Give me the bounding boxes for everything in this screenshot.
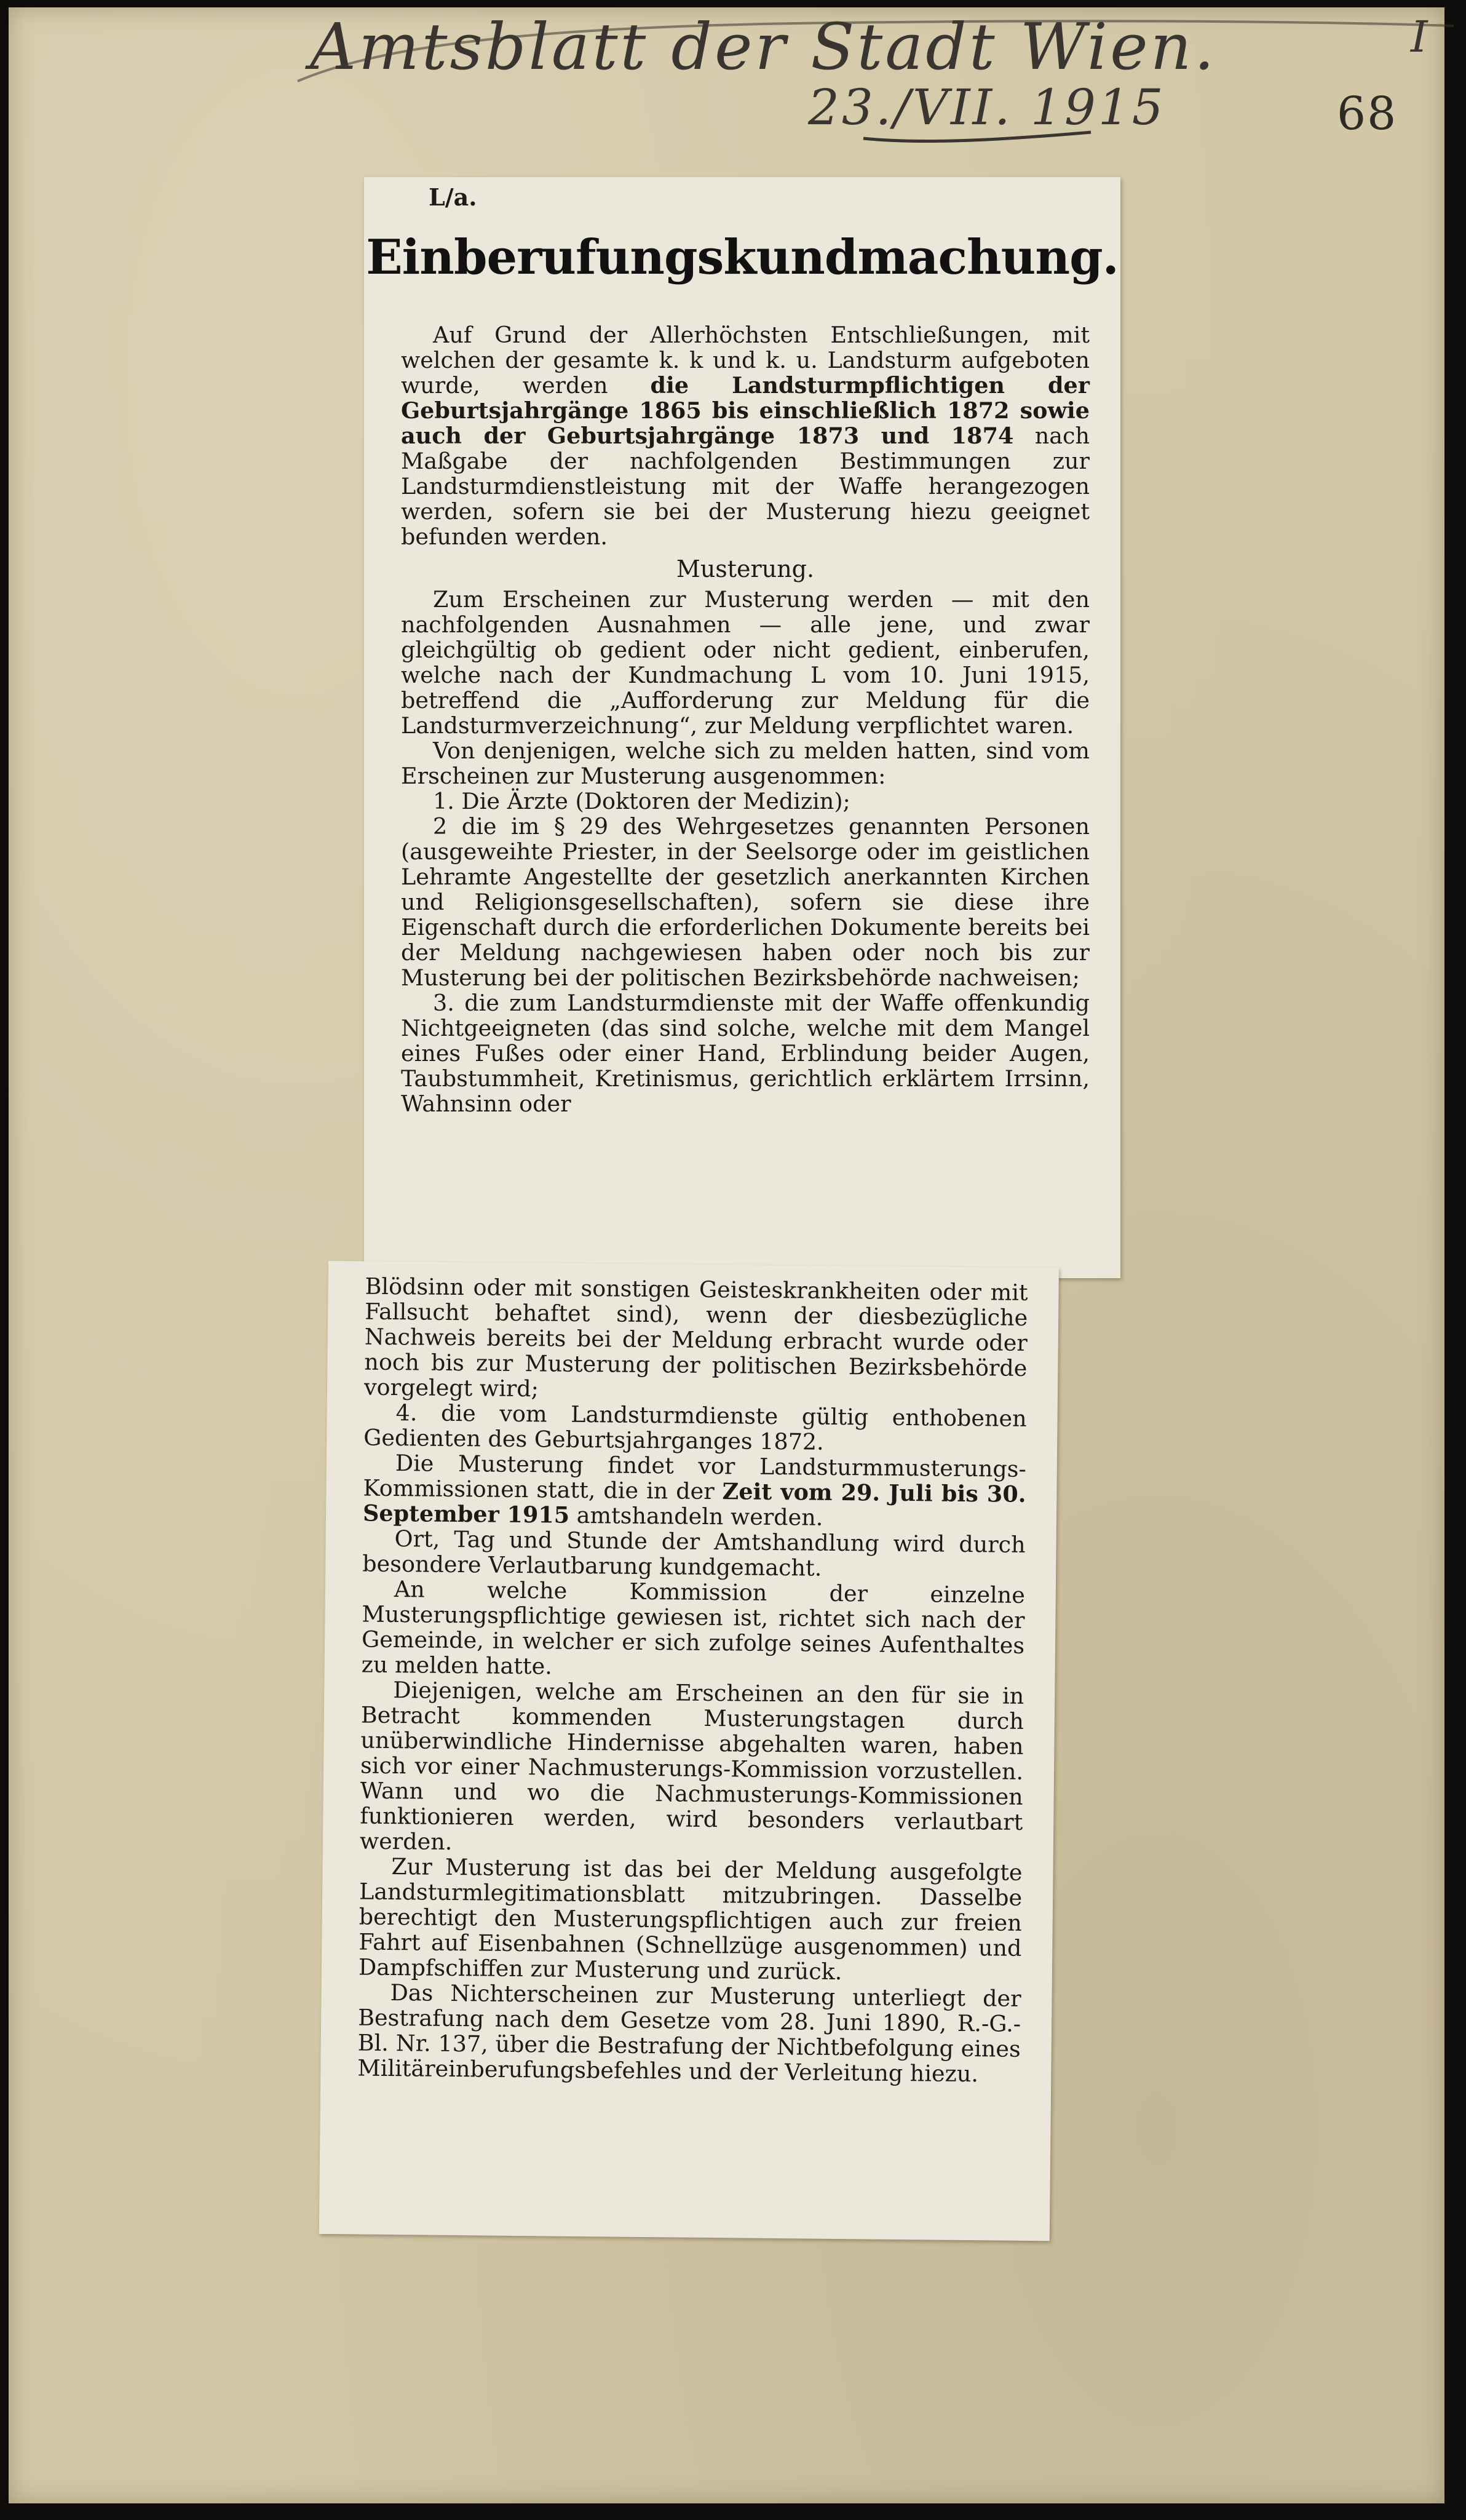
section-heading-musterung: Musterung.: [676, 555, 815, 582]
handwritten-roman-numeral: I: [1411, 12, 1430, 62]
intro-text-c: nach Maßgabe der nachfolgenden Bestimmungen zur Landsturmdienstleistung mit der Waffe herangezogen werden, sofern sie bei der Musterung hiezu geeignet befunden werden.: [401, 423, 1090, 550]
commission-dates-bold: Zeit vom 29. Juli bis 30. September 1915: [362, 1478, 1026, 1528]
handwritten-date-text: 23./VII. 1915: [808, 79, 1166, 136]
archive-sheet: [9, 7, 1444, 2503]
clipping-body-top: [401, 322, 1090, 1116]
announcement-title: Einberufungskundmachung.: [366, 229, 1119, 285]
commission-text-c: amtshandeln werden.: [569, 1501, 823, 1531]
clipping-body-bottom: [357, 1274, 1028, 2087]
exemption-item-4: 4. die vom Landsturmdienste gültig enthobenen Gedienten des Geburtsjahrganges 1872.: [363, 1399, 1027, 1455]
commission-text-a: Die Musterung findet vor Landsturmmusterungs-Kommissionen statt, die in der: [363, 1450, 1027, 1505]
paragraph-remustering: Diejenigen, welche am Erscheinen an den für sie in Betracht kommenden Musterungstagen durch unüberwindliche Hindernisse abgehalten waren, haben sich vor einer Nachmusterungs-Kommission vorzustellen. Wann und wo die Nachmusterungs-Kommissionen funktionieren werden, wird besonders verlautbart werden.: [359, 1677, 1024, 1855]
paragraph-penalty: Das Nichterscheinen zur Musterung unterliegt der Bestrafung nach dem Gesetze vom 28. Juni 1890, R.-G.-Bl. Nr. 137, über die Bestrafung der Nichtbefolgung eines Militäreinberufungsbefehles und der Verleitung hiezu.: [357, 1979, 1021, 2088]
reference-code: L/a.: [429, 183, 477, 211]
intro-text-a: Auf Grund der Allerhöchsten Entschließungen, mit welchen der gesamte k. k und k. u. Landsturm aufgeboten wurde, werden: [401, 322, 1090, 399]
page-number: 68: [1337, 87, 1398, 140]
exemption-item-2: 2 die im § 29 des Wehrgesetzes genannten Personen (ausgeweihte Priester, in der Seelsorge oder im geistlichen Lehramte Angestellte der gesetzlich anerkannten Kirchen und Religionsgesellschaften), sofern sie diese ihre Eigenschaft durch die erforderlichen Dokumente bereits bei der Meldung nachgewiesen haben oder noch bis zur Musterung bei der politischen Bezirksbehörde nachweisen;: [401, 813, 1090, 991]
handwritten-title: Amtsblatt der Stadt Wien.: [310, 9, 1217, 84]
exemption-item-3-end: Blödsinn oder mit sonstigen Geisteskrankheiten oder mit Fallsucht behaftet sind), wenn der diesbezügliche Nachweis bereits bei der Meldung erbracht wurde oder noch bis zur Musterung der politischen Bezirksbehörde vorgelegt wird;: [363, 1273, 1028, 1402]
exemption-item-1: 1. Die Ärzte (Doktoren der Medizin);: [433, 788, 850, 814]
paragraph-intro: [401, 322, 1090, 549]
paragraph-summons: Zum Erscheinen zur Musterung werden — mit den nachfolgenden Ausnahmen — alle jene, und zwar gleichgültig ob gedient oder nicht gedient, einberufen, welche nach der Kundmachung L vom 10. Juni 1915, betreffend die „Aufforderung zur Meldung für die Landsturmverzeichnung“, zur Meldung verpflichtet waren.: [401, 586, 1090, 739]
newspaper-clipping-bottom: [319, 1261, 1059, 2241]
paragraph-commission-assignment: An welche Kommission der einzelne Musterungspflichtige gewiesen ist, richtet sich nach der Gemeinde, in welcher er sich zufolge seines Aufenthaltes zu melden hatte.: [361, 1576, 1026, 1680]
paragraph-place-time: Ort, Tag und Stunde der Amtshandlung wird durch besondere Verlautbarung kundgemacht.: [362, 1525, 1026, 1581]
paragraph-exemptions: Von denjenigen, welche sich zu melden hatten, sind vom Erscheinen zur Musterung ausgenommen:: [401, 737, 1090, 789]
paragraph-commission-dates: [363, 1450, 1026, 1532]
handwritten-date: [802, 72, 1166, 152]
newspaper-clipping-top: [364, 177, 1120, 1278]
exemption-item-3-start: 3. die zum Landsturmdienste mit der Waffe offenkundig Nichtgeeigneten (das sind solche, welche mit dem Mangel eines Fußes oder einer Hand, Erblindung beider Augen, Taubstummheit, Kretinismus, gerichtlich erklärtem Irrsinn, Wahnsinn oder: [401, 990, 1090, 1117]
intro-text-bold: die Landsturmpflichtigen der Geburtsjahrgänge 1865 bis einschließlich 1872 sowie auch der Geburtsjahrgänge 1873 und 1874: [401, 372, 1090, 449]
paragraph-legitimation-sheet: Zur Musterung ist das bei der Meldung ausgefolgte Landsturmlegitimationsblatt mitzubringen. Dasselbe berechtigt den Musterungspflichtigen auch zur freien Fahrt auf Eisenbahnen (Schnellzüge ausgenommen) und Dampfschiffen zur Musterung und zurück.: [358, 1853, 1023, 1985]
